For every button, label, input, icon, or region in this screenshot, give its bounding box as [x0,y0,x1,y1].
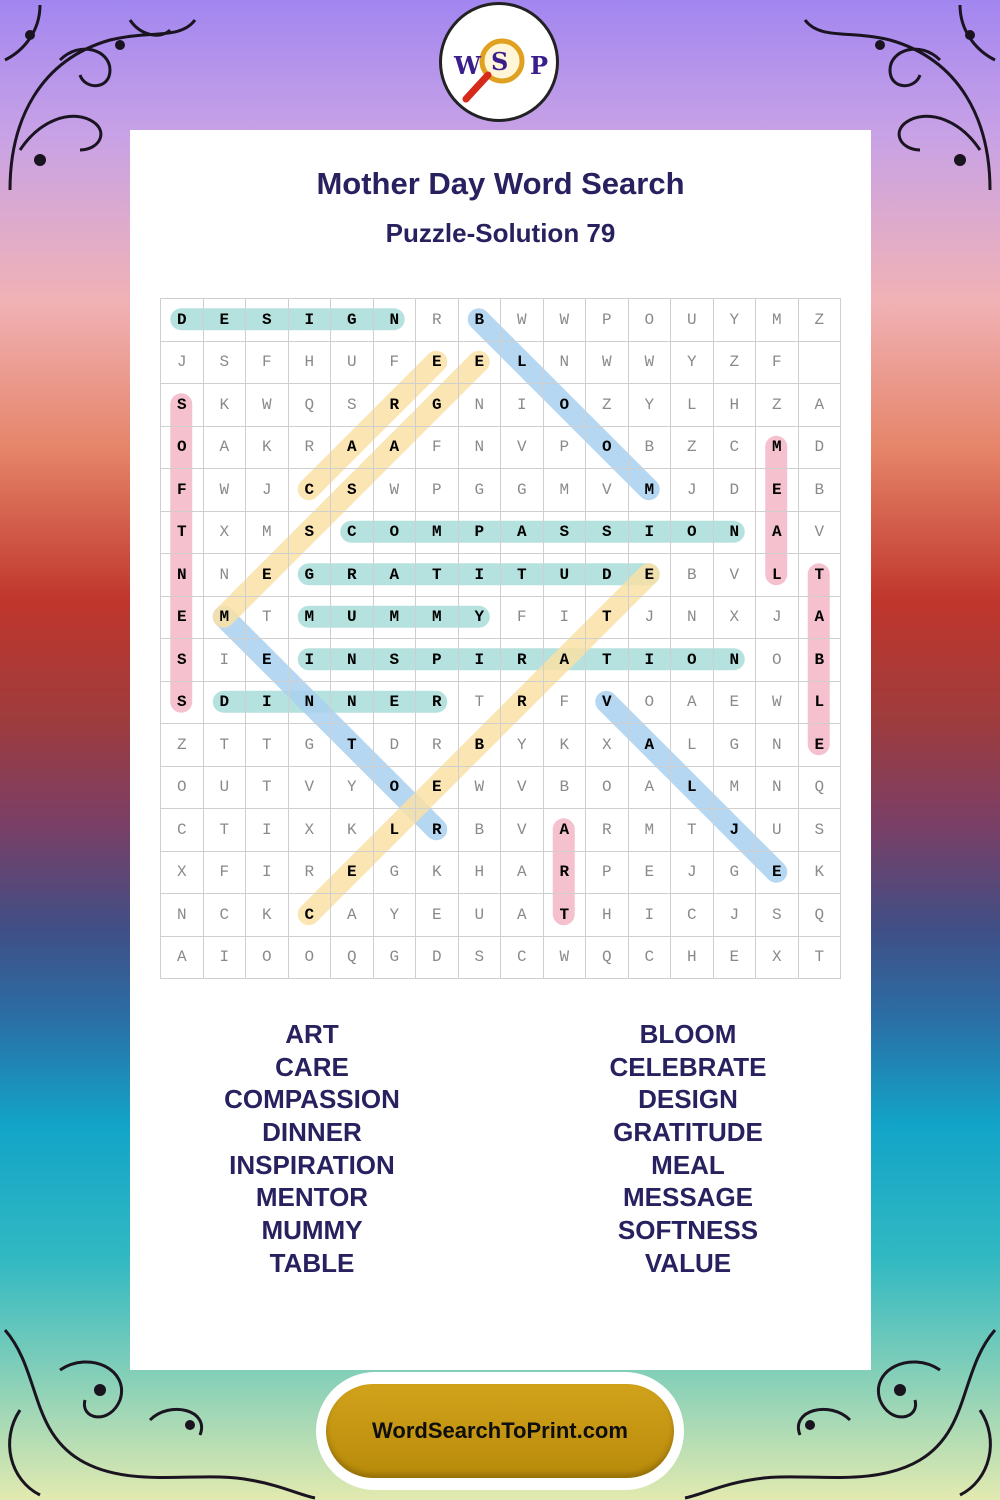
grid-cell[interactable]: C [714,427,757,470]
grid-cell[interactable]: F [374,342,417,385]
grid-cell[interactable]: S [289,512,332,555]
grid-cell[interactable]: A [501,852,544,895]
grid-cell[interactable]: J [714,809,757,852]
site-link-button[interactable]: WordSearchToPrint.com [326,1384,674,1478]
grid-cell[interactable]: B [459,299,502,342]
grid-cell[interactable]: O [544,384,587,427]
grid-cell[interactable]: O [161,767,204,810]
grid-cell[interactable]: I [459,639,502,682]
grid-cell[interactable]: S [459,937,502,980]
grid-cell[interactable]: C [204,894,247,937]
word-list-item: MESSAGE [622,1182,754,1213]
grid-cell[interactable]: A [544,809,587,852]
grid-cell[interactable]: R [416,299,459,342]
grid-cell[interactable]: S [544,512,587,555]
grid-cell[interactable]: X [586,724,629,767]
grid-cell[interactable]: R [289,427,332,470]
grid-cell[interactable]: N [459,427,502,470]
grid-cell[interactable]: R [586,809,629,852]
grid-cell[interactable]: Y [671,342,714,385]
grid-cell[interactable]: Q [289,384,332,427]
grid-cell[interactable]: X [714,597,757,640]
grid-cell[interactable]: B [459,724,502,767]
grid-cell[interactable]: B [629,427,672,470]
word-list-item: INSPIRATION [229,1149,395,1180]
grid-cell[interactable]: A [161,937,204,980]
grid-cell[interactable]: V [501,809,544,852]
grid-cell[interactable]: Y [374,894,417,937]
grid-cell[interactable]: E [416,342,459,385]
grid-cell[interactable]: E [459,342,502,385]
grid-cell[interactable]: A [374,427,417,470]
grid-cell[interactable]: L [756,554,799,597]
grid-cell[interactable]: G [374,937,417,980]
grid-cell[interactable]: E [246,639,289,682]
grid-cell[interactable]: S [756,894,799,937]
grid-cell[interactable]: L [799,682,842,725]
grid-cell[interactable]: F [161,469,204,512]
grid-cell[interactable]: T [501,554,544,597]
grid-cell[interactable]: M [416,597,459,640]
grid-cell[interactable]: W [544,299,587,342]
logo-letter-p: P [530,51,549,80]
grid-cell[interactable]: U [544,554,587,597]
grid-cell[interactable]: I [246,852,289,895]
grid-cell[interactable]: E [246,554,289,597]
grid-cell[interactable]: S [374,639,417,682]
grid-cell[interactable]: T [246,767,289,810]
grid-cell[interactable]: A [629,724,672,767]
grid-cell[interactable]: L [671,724,714,767]
grid-cell[interactable]: A [331,427,374,470]
grid-cell[interactable]: E [629,554,672,597]
grid-cell[interactable]: I [204,937,247,980]
grid-cell[interactable]: N [374,299,417,342]
grid-cell[interactable]: J [671,469,714,512]
grid-cell[interactable]: K [544,724,587,767]
word-list-item: TABLE [269,1247,355,1278]
word-list-right [508,1018,868,1280]
grid-cell[interactable]: R [416,682,459,725]
grid-cell[interactable]: N [714,512,757,555]
grid-cell[interactable]: O [374,512,417,555]
grid-cell[interactable]: A [501,894,544,937]
grid-cell[interactable]: M [714,767,757,810]
grid-cell[interactable]: G [714,724,757,767]
grid-cell[interactable]: T [799,937,842,980]
grid-cell[interactable] [799,342,842,385]
grid-cell[interactable]: N [204,554,247,597]
grid-cell[interactable]: W [459,767,502,810]
grid-cell[interactable]: W [756,682,799,725]
grid-cell[interactable]: K [246,894,289,937]
grid-cell[interactable]: G [501,469,544,512]
grid-cell[interactable]: E [756,469,799,512]
grid-cell[interactable]: R [416,809,459,852]
grid-cell[interactable]: A [799,384,842,427]
grid-cell[interactable]: Z [799,299,842,342]
grid-cell[interactable]: P [459,512,502,555]
grid-cell[interactable]: I [544,597,587,640]
grid-cell[interactable]: T [246,597,289,640]
grid-cell[interactable]: T [331,724,374,767]
grid-cell[interactable]: U [756,809,799,852]
word-list-item: CELEBRATE [609,1051,767,1082]
grid-cell[interactable]: T [246,724,289,767]
grid-cell[interactable]: F [204,852,247,895]
grid-cell[interactable]: D [374,724,417,767]
grid-cell[interactable]: W [204,469,247,512]
grid-cell[interactable]: E [629,852,672,895]
grid-cell[interactable]: Z [714,342,757,385]
grid-cell[interactable]: S [246,299,289,342]
grid-cell[interactable]: H [289,342,332,385]
word-list-item: GRATITUDE [613,1117,763,1148]
grid-cell[interactable]: U [331,597,374,640]
grid-cell[interactable]: G [289,724,332,767]
grid-cell[interactable]: R [501,682,544,725]
grid-cell[interactable]: H [714,384,757,427]
grid-cell[interactable]: I [629,639,672,682]
grid-cell[interactable]: C [501,937,544,980]
grid-cell[interactable]: E [799,724,842,767]
grid-cell[interactable]: V [714,554,757,597]
grid-cell[interactable]: I [204,639,247,682]
grid-cell[interactable]: C [289,894,332,937]
grid-cell[interactable]: Q [799,894,842,937]
grid-cell[interactable]: M [544,469,587,512]
grid-cell[interactable]: T [459,682,502,725]
word-list-item: CARE [275,1051,349,1082]
grid-cell[interactable]: T [671,809,714,852]
grid-cell[interactable]: T [416,554,459,597]
grid-cell[interactable]: E [331,852,374,895]
grid-cell[interactable]: D [799,427,842,470]
grid-cell[interactable]: N [331,682,374,725]
grid-cell[interactable]: O [629,682,672,725]
grid-cell[interactable]: L [671,384,714,427]
grid-cell[interactable]: O [246,937,289,980]
grid-cell[interactable]: Y [629,384,672,427]
grid-cell[interactable]: J [714,894,757,937]
grid-cell[interactable]: R [289,852,332,895]
word-list-item: DESIGN [638,1084,738,1115]
grid-cell[interactable]: E [161,597,204,640]
grid-cell[interactable]: P [544,427,587,470]
grid-cell[interactable]: F [416,427,459,470]
grid-cell[interactable]: S [331,384,374,427]
grid-cell[interactable]: E [416,894,459,937]
grid-cell[interactable]: M [204,597,247,640]
grid-cell[interactable]: E [204,299,247,342]
grid-cell[interactable]: U [331,342,374,385]
grid-cell[interactable]: R [331,554,374,597]
grid-cell[interactable]: K [799,852,842,895]
letter-grid [160,298,841,979]
grid-cell[interactable]: S [161,682,204,725]
grid-cell[interactable]: P [586,299,629,342]
grid-cell[interactable]: L [671,767,714,810]
grid-cell[interactable]: M [629,809,672,852]
grid-cell[interactable]: G [289,554,332,597]
grid-cell[interactable]: Q [586,937,629,980]
grid-cell[interactable]: Z [161,724,204,767]
grid-cell[interactable]: N [459,384,502,427]
grid-cell[interactable]: K [416,852,459,895]
grid-cell[interactable]: J [629,597,672,640]
grid-cell[interactable]: F [544,682,587,725]
grid-cell[interactable]: V [586,469,629,512]
grid-cell[interactable]: G [459,469,502,512]
grid-cell[interactable]: P [416,639,459,682]
grid-cell[interactable]: G [331,299,374,342]
grid-cell[interactable]: M [374,597,417,640]
grid-cell[interactable]: A [629,767,672,810]
grid-cell[interactable]: K [246,427,289,470]
grid-cell[interactable]: A [544,639,587,682]
grid-cell[interactable]: W [501,299,544,342]
grid-cell[interactable]: X [289,809,332,852]
grid-cell[interactable]: B [799,639,842,682]
grid-cell[interactable]: N [289,682,332,725]
grid-cell[interactable]: Y [331,767,374,810]
grid-cell[interactable]: A [374,554,417,597]
word-list-item: MUMMY [261,1215,363,1246]
grid-cell[interactable]: O [671,639,714,682]
grid-cell[interactable]: I [501,384,544,427]
grid-cell[interactable]: B [799,469,842,512]
grid-cell[interactable]: S [204,342,247,385]
grid-cell[interactable]: M [246,512,289,555]
grid-cell[interactable]: A [756,512,799,555]
grid-cell[interactable]: T [586,597,629,640]
grid-cell[interactable]: S [586,512,629,555]
grid-cell[interactable]: H [586,894,629,937]
grid-cell[interactable]: O [586,427,629,470]
grid-cell[interactable]: Z [586,384,629,427]
word-list-item: SOFTNESS [617,1215,759,1246]
word-list-item: ART [285,1019,339,1049]
grid-cell[interactable]: E [756,852,799,895]
grid-cell[interactable]: T [544,894,587,937]
grid-cell[interactable]: T [204,809,247,852]
grid-cell[interactable]: M [756,427,799,470]
word-grid [160,298,841,979]
grid-cell[interactable]: B [544,767,587,810]
grid-cell[interactable]: R [416,724,459,767]
logo-letter-w: W [454,51,481,80]
grid-cell[interactable]: G [714,852,757,895]
grid-cell[interactable]: C [331,512,374,555]
grid-cell[interactable]: X [161,852,204,895]
word-list-left [132,1018,492,1280]
grid-cell[interactable]: A [204,427,247,470]
grid-cell[interactable]: W [544,937,587,980]
grid-cell[interactable]: F [501,597,544,640]
word-list-item: DINNER [262,1117,362,1148]
logo-letter-s: S [491,47,509,76]
grid-cell[interactable]: O [756,639,799,682]
grid-cell[interactable]: Z [671,427,714,470]
grid-cell[interactable]: S [161,639,204,682]
grid-cell[interactable]: T [586,639,629,682]
grid-cell[interactable]: H [459,852,502,895]
grid-cell[interactable]: R [374,384,417,427]
grid-cell[interactable]: J [246,469,289,512]
grid-cell[interactable]: D [714,469,757,512]
grid-cell[interactable]: W [374,469,417,512]
grid-cell[interactable]: F [246,342,289,385]
grid-cell[interactable]: D [161,299,204,342]
word-list-item: MEAL [651,1149,725,1180]
puzzle-subtitle: Puzzle-Solution 79 [385,218,616,248]
grid-cell[interactable]: I [289,639,332,682]
grid-cell[interactable]: N [756,724,799,767]
grid-cell[interactable]: Q [799,767,842,810]
grid-cell[interactable]: P [586,852,629,895]
grid-cell[interactable]: E [714,682,757,725]
grid-cell[interactable]: G [416,384,459,427]
grid-cell[interactable]: E [416,767,459,810]
grid-cell[interactable]: N [161,554,204,597]
grid-cell[interactable]: S [161,384,204,427]
grid-cell[interactable]: O [629,299,672,342]
grid-cell[interactable]: I [246,682,289,725]
grid-cell[interactable]: E [374,682,417,725]
grid-cell[interactable]: L [501,342,544,385]
grid-cell[interactable]: C [629,937,672,980]
grid-cell[interactable]: A [671,682,714,725]
grid-cell[interactable]: U [204,767,247,810]
grid-cell[interactable]: I [459,554,502,597]
word-list-item: MENTOR [255,1182,369,1213]
grid-cell[interactable]: B [459,809,502,852]
grid-cell[interactable]: W [586,342,629,385]
grid-cell[interactable]: B [671,554,714,597]
grid-cell[interactable]: U [459,894,502,937]
grid-cell[interactable]: D [204,682,247,725]
grid-cell[interactable]: N [331,639,374,682]
grid-cell[interactable]: L [374,809,417,852]
grid-cell[interactable]: G [374,852,417,895]
grid-cell[interactable]: C [671,894,714,937]
grid-cell[interactable]: T [204,724,247,767]
grid-cell[interactable]: O [586,767,629,810]
word-list-item: COMPASSION [224,1084,400,1115]
grid-cell[interactable]: V [289,767,332,810]
grid-cell[interactable]: J [671,852,714,895]
grid-cell[interactable]: M [289,597,332,640]
grid-cell[interactable]: E [714,937,757,980]
grid-cell[interactable]: A [501,512,544,555]
grid-cell[interactable]: V [799,512,842,555]
grid-cell[interactable]: R [501,639,544,682]
grid-cell[interactable]: N [161,894,204,937]
grid-cell[interactable]: Z [756,384,799,427]
grid-cell[interactable]: R [544,852,587,895]
grid-cell[interactable]: I [246,809,289,852]
grid-cell[interactable]: H [671,937,714,980]
grid-cell[interactable]: T [799,554,842,597]
grid-cell[interactable]: J [756,597,799,640]
grid-cell[interactable]: Y [459,597,502,640]
grid-cell[interactable]: M [756,299,799,342]
grid-cell[interactable]: J [161,342,204,385]
grid-cell[interactable]: K [331,809,374,852]
grid-cell[interactable]: F [756,342,799,385]
grid-cell[interactable]: O [374,767,417,810]
grid-cell[interactable]: V [501,427,544,470]
grid-cell[interactable]: I [629,512,672,555]
grid-cell[interactable]: S [799,809,842,852]
grid-cell[interactable]: Y [714,299,757,342]
grid-cell[interactable]: O [671,512,714,555]
grid-cell[interactable]: V [501,767,544,810]
site-logo[interactable] [439,2,559,122]
grid-cell[interactable]: D [416,937,459,980]
grid-cell[interactable]: V [586,682,629,725]
word-list-item: BLOOM [639,1019,737,1049]
grid-cell[interactable]: W [246,384,289,427]
grid-cell[interactable]: A [331,894,374,937]
grid-cell[interactable]: K [204,384,247,427]
grid-cell[interactable]: Q [331,937,374,980]
grid-cell[interactable]: P [416,469,459,512]
grid-cell[interactable]: O [289,937,332,980]
grid-cell[interactable]: C [161,809,204,852]
word-list-item: VALUE [644,1247,732,1278]
grid-cell[interactable]: O [161,427,204,470]
grid-cell[interactable]: A [799,597,842,640]
grid-cell[interactable]: Y [501,724,544,767]
grid-cell[interactable]: N [544,342,587,385]
puzzle-title: Mother Day Word Search [316,166,685,201]
grid-cell[interactable]: W [629,342,672,385]
grid-cell[interactable]: C [289,469,332,512]
grid-cell[interactable]: X [756,937,799,980]
grid-cell[interactable]: I [289,299,332,342]
grid-cell[interactable]: N [671,597,714,640]
grid-cell[interactable]: I [629,894,672,937]
grid-cell[interactable]: M [416,512,459,555]
grid-cell[interactable]: D [586,554,629,597]
grid-cell[interactable]: M [629,469,672,512]
grid-cell[interactable]: N [714,639,757,682]
grid-cell[interactable]: U [671,299,714,342]
grid-cell[interactable]: X [204,512,247,555]
grid-cell[interactable]: S [331,469,374,512]
grid-cell[interactable]: T [161,512,204,555]
grid-cell[interactable]: N [756,767,799,810]
